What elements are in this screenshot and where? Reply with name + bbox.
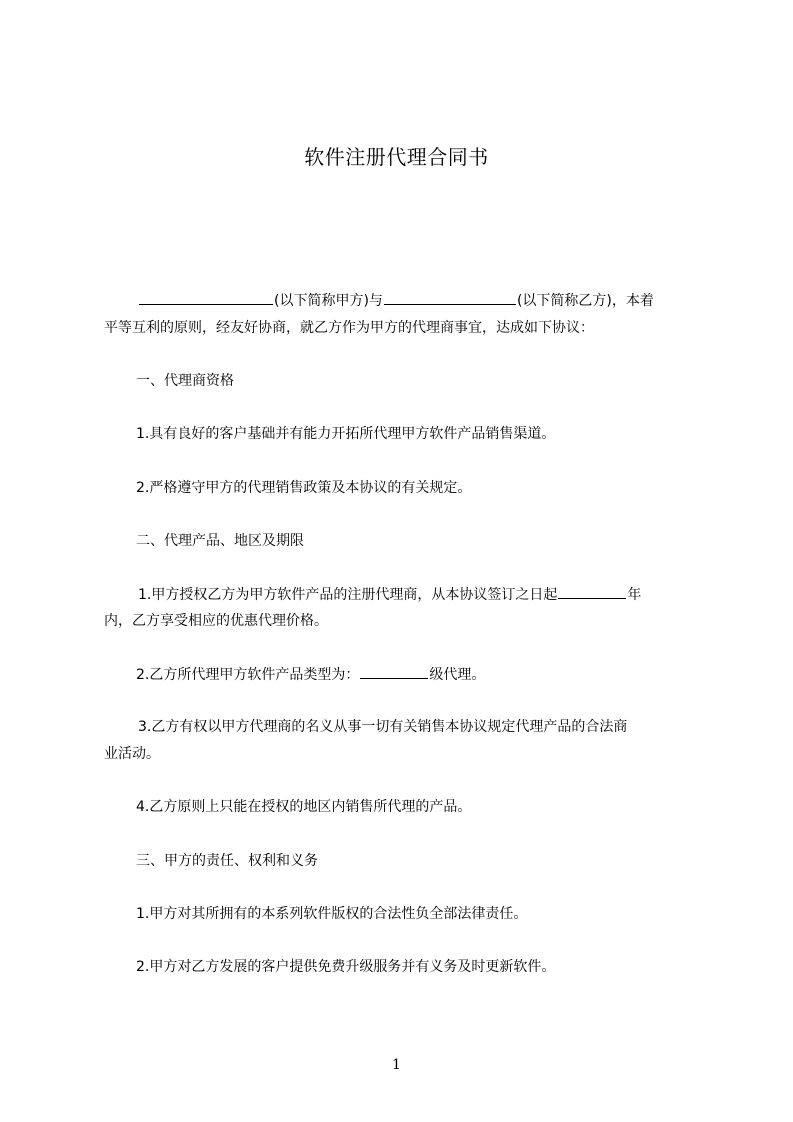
document-title: 软件注册代理合同书 [304, 145, 489, 169]
intro-line-1 [104, 290, 704, 312]
agent-level-blank [360, 664, 428, 679]
section-2-item-1-unit: 年 [627, 587, 642, 603]
section-2-item-4: 4.乙方原则上只能在授权的地区内销售所代理的产品。 [136, 799, 472, 815]
section-1-heading: 一、代理商资格 [136, 373, 234, 389]
section-3-item-1: 1.甲方对其所拥有的本系列软件版权的合法性负全部法律责任。 [136, 906, 528, 922]
section-2-item-2-text: 2.乙方所代理甲方软件产品类型为： [136, 667, 360, 683]
section-2-item-1-line-1 [138, 584, 738, 606]
section-2-item-1-text: 1.甲方授权乙方为甲方软件产品的注册代理商，从本协议签订之日起 [138, 587, 558, 603]
section-2-heading: 二、代理产品、地区及期限 [136, 533, 304, 549]
section-3-heading: 三、甲方的责任、权利和义务 [136, 853, 318, 869]
section-3-item-2: 2.甲方对乙方发展的客户提供免费升级服务并有义务及时更新软件。 [136, 959, 556, 975]
section-2-item-3-line-1: 3.乙方有权以甲方代理商的名义从事一切有关销售本协议规定代理产品的合法商 [138, 719, 628, 735]
section-2-item-2 [136, 664, 736, 686]
section-2-item-3-line-2: 业活动。 [104, 746, 160, 762]
intro-line-2: 平等互利的原则，经友好协商，就乙方作为甲方的代理商事宜，达成如下协议： [104, 320, 594, 336]
page-number: 1 [392, 1057, 401, 1073]
section-2-item-2-suffix: 级代理。 [429, 667, 486, 683]
party-a-blank [139, 290, 273, 305]
section-2-item-1-line-2: 内，乙方享受相应的优惠代理价格。 [104, 613, 328, 629]
section-1-item-2: 2.严格遵守甲方的代理销售政策及本协议的有关规定。 [136, 480, 472, 496]
term-years-blank [558, 584, 626, 599]
section-1-item-1: 1.具有良好的客户基础并有能力开拓所代理甲方软件产品销售渠道。 [136, 426, 556, 442]
party-a-suffix: (以下简称甲方)与 [274, 293, 383, 309]
party-b-blank [384, 290, 516, 305]
party-b-suffix: (以下简称乙方)，本着 [516, 293, 654, 309]
